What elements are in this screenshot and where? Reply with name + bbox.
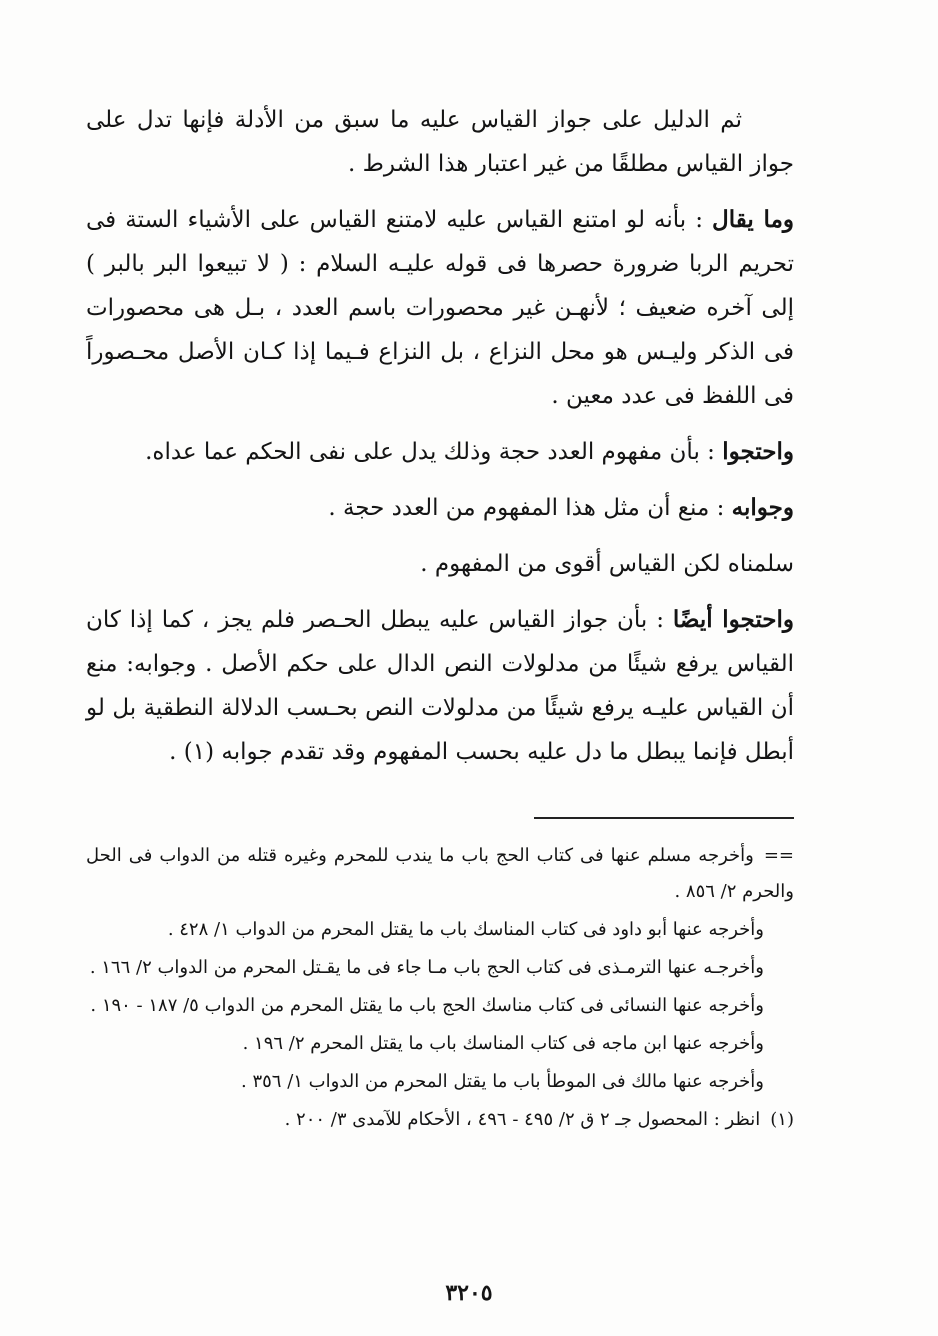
paragraph — [86, 542, 794, 586]
paragraph — [86, 198, 794, 418]
paragraph-text: : بأن جواز القياس عليه يبطل الحـصر فلم يجز ، كما إذا كان القياس يرفع شيئًا من مدلولات النص الدال على حكم الأصل . وجوابه: منع أن القياس عليـه يرفع شيئًا من مدلولات النص بحـسب الدلالة النطقية بل لو أبطل فإنما يبطل ما دل عليه بحسب المفهوم وقد تقدم جوابه (١) . — [86, 607, 794, 765]
footnote-marker: == — [763, 845, 794, 866]
footnote-text: وأخرجه عنها مالك فى الموطأ باب ما يقتل المحرم من الدواب ١/ ٣٥٦ . — [241, 1071, 764, 1092]
footnotes — [86, 838, 794, 1140]
footnote — [86, 912, 794, 948]
footnote — [86, 838, 794, 910]
footnote — [86, 1064, 794, 1100]
footnote-text: وأخرجه عنها أبو داود فى كتاب المناسك باب ما يقتل المحرم من الدواب ١/ ٤٢٨ . — [167, 919, 764, 940]
paragraph — [86, 486, 794, 530]
paragraph-text: : بأن مفهوم العدد حجة وذلك يدل على نفى الحكم عما عداه. — [145, 439, 723, 465]
footnote-divider — [534, 817, 794, 819]
paragraph-lead: واحتجوا — [722, 438, 794, 465]
paragraph-lead: وجوابه — [731, 494, 794, 521]
footnote-text: وأخرجـه عنها الترمـذى فى كتاب الحج باب مـا جاء فى ما يقـتل المحرم من الدواب ٢/ ١٦٦ . — [89, 957, 764, 978]
paragraph-text: سلمناه لكن القياس أقوى من المفهوم . — [420, 551, 794, 577]
footnote-text: انظر : المحصول جـ ٢ ق ٢/ ٤٩٥ - ٤٩٦ ، الأحكام للآمدى ٣/ ٢٠٠ . — [284, 1109, 761, 1130]
footnote — [86, 1026, 794, 1062]
paragraph — [86, 98, 794, 186]
main-text — [86, 98, 794, 786]
footnote-marker: (١) — [770, 1109, 794, 1130]
paragraph-lead: واحتجوا أيضًا — [672, 606, 794, 633]
footnote-text: وأخرجه عنها ابن ماجه فى كتاب المناسك باب ما يقتل المحرم ٢/ ١٩٦ . — [242, 1033, 764, 1054]
footnote-text: وأخرجه عنها النسائى فى كتاب مناسك الحج باب ما يقتل المحرم من الدواب ٥/ ١٨٧ - ١٩٠ . — [90, 995, 764, 1016]
paragraph — [86, 598, 794, 774]
paragraph-lead: وما يقال — [712, 206, 794, 233]
paragraph — [86, 430, 794, 474]
footnote — [86, 950, 794, 986]
paragraph-text: ثم الدليل على جواز القياس عليه ما سبق من الأدلة فإنها تدل على جواز القياس مطلقًا من غير اعتبار هذا الشرط . — [86, 107, 794, 177]
page-number: ٣٢٠٥ — [445, 1280, 493, 1306]
footnote — [86, 1102, 794, 1138]
paragraph-text: : بأنه لو امتنع القياس عليه لامتنع القياس على الأشياء الستة فى تحريم الربا ضرورة حصرها فى قوله عليـه السلام : ( لا تبيعوا البر بالبر ) إلى آخره ضعيف ؛ لأنهـن غير محصورات باسم العدد ، بـل هى محصورات فى الذكر وليـس هو محل النزاع ، بل النزاع فـيما إذا كـان الأصل محـصوراً فى اللفظ فى عدد معين . — [86, 207, 794, 409]
footnote — [86, 988, 794, 1024]
paragraph-text: : منع أن مثل هذا المفهوم من العدد حجة . — [328, 495, 732, 521]
footnote-text: وأخرجه مسلم عنها فى كتاب الحج باب ما يندب للمحرم وغيره قتله من الدواب فى الحل والحرم ٢/ ٨٥٦ . — [86, 845, 794, 902]
